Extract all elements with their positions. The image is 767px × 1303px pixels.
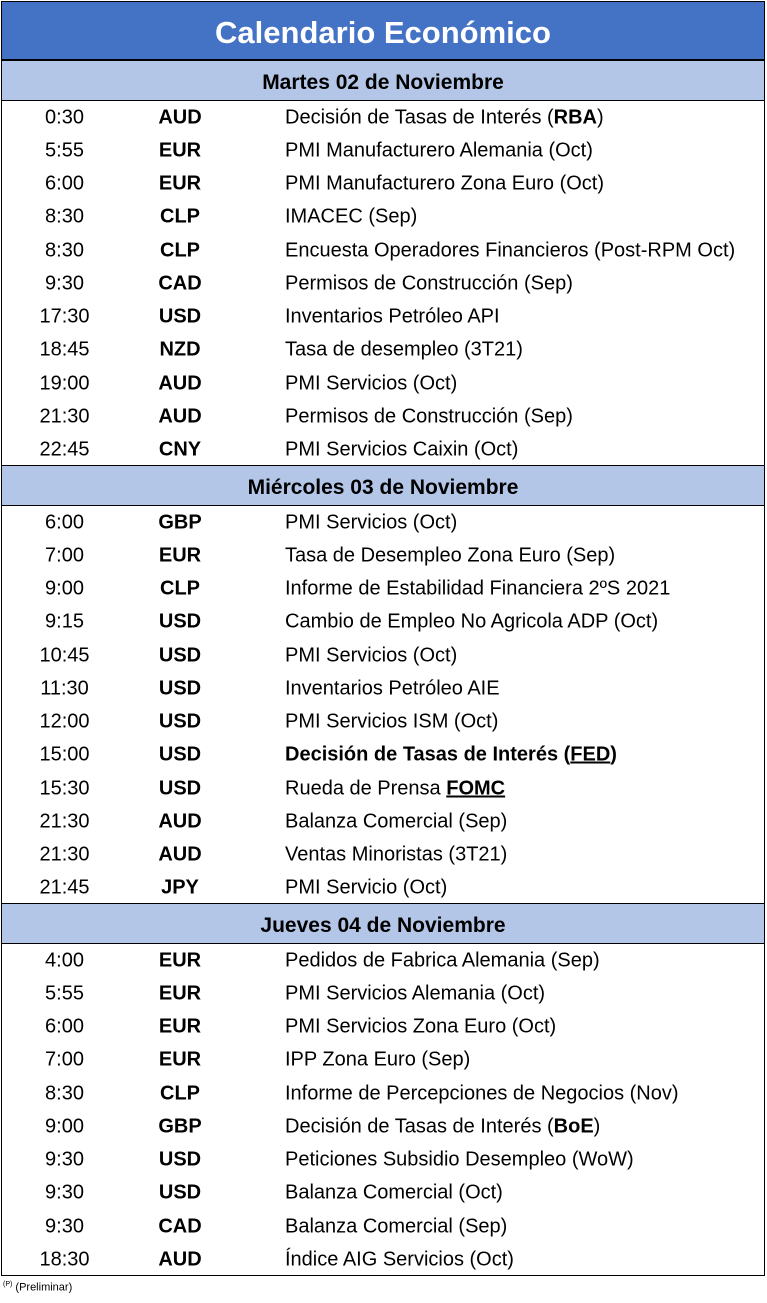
event-currency: AUD [158, 843, 202, 866]
event-text: PMI Servicios Zona Euro (Oct) [285, 1015, 557, 1038]
event-row [2, 839, 764, 872]
event-name [285, 1115, 600, 1138]
event-row [2, 334, 764, 367]
event-row [2, 944, 764, 977]
event-row [2, 1077, 764, 1110]
event-text: Permisos de Construcción (Sep) [285, 272, 573, 295]
event-time: 6:00 [45, 1015, 84, 1038]
event-text: Tasa de desempleo (3T21) [285, 338, 523, 361]
event-time: 21:30 [39, 810, 90, 833]
footnote-mark: (P) [3, 1281, 13, 1288]
event-currency: USD [158, 710, 202, 733]
event-currency: EUR [158, 139, 202, 162]
event-name [285, 644, 457, 667]
event-time: 11:30 [40, 677, 89, 700]
footnote [3, 1281, 72, 1294]
event-text: Informe de Estabilidad Financiera 2ºS 2021 [285, 577, 671, 600]
event-row [2, 101, 764, 134]
event-time: 15:30 [39, 777, 90, 800]
event-text: PMI Servicios ISM (Oct) [285, 710, 499, 733]
event-list [2, 101, 764, 465]
event-currency: USD [158, 305, 202, 328]
event-text: Rueda de Prensa [285, 777, 447, 800]
event-highlight: FOMC [446, 777, 506, 800]
event-time: 21:30 [39, 405, 90, 428]
event-currency: EUR [158, 1048, 202, 1071]
event-currency: CLP [160, 577, 200, 600]
event-currency: EUR [158, 949, 202, 972]
event-time: 0:30 [45, 106, 84, 129]
event-name [285, 544, 615, 567]
event-text: Pedidos de Fabrica Alemania (Sep) [285, 949, 600, 972]
event-row [2, 134, 764, 167]
event-name [285, 1182, 503, 1205]
event-text: Balanza Comercial (Oct) [285, 1181, 503, 1204]
event-currency: USD [158, 1181, 202, 1204]
event-currency: AUD [158, 372, 202, 395]
event-name [285, 844, 507, 867]
event-list [2, 506, 764, 903]
event-time: 8:30 [45, 1082, 84, 1105]
event-row [2, 1177, 764, 1210]
event-currency: AUD [158, 810, 202, 833]
event-name [285, 611, 658, 634]
event-time: 5:55 [45, 139, 84, 162]
event-name [285, 810, 507, 833]
event-row [2, 606, 764, 639]
event-row [2, 434, 764, 467]
event-name [285, 173, 604, 196]
event-currency: USD [158, 1148, 202, 1171]
event-text: Peticiones Subsidio Desempleo (WoW) [285, 1148, 634, 1171]
event-name [285, 239, 735, 262]
event-name [285, 982, 545, 1005]
event-text: Informe de Percepciones de Negocios (Nov) [285, 1082, 679, 1105]
event-name [285, 744, 617, 767]
event-name [285, 1016, 556, 1039]
event-row [2, 367, 764, 400]
event-row [2, 1144, 764, 1177]
day-header: Jueves 04 de Noviembre [2, 903, 764, 944]
event-text: PMI Manufacturero Alemania (Oct) [285, 139, 593, 162]
event-row [2, 672, 764, 705]
event-row [2, 234, 764, 267]
event-time: 19:00 [39, 372, 90, 395]
event-text: Inventarios Petróleo API [285, 305, 500, 328]
event-row [2, 1210, 764, 1243]
event-text: PMI Servicios Alemania (Oct) [285, 982, 546, 1005]
event-text: IMACEC (Sep) [285, 205, 418, 228]
event-time: 21:45 [39, 876, 90, 899]
event-name [285, 677, 500, 700]
event-row [2, 506, 764, 539]
event-currency: CAD [158, 272, 202, 295]
event-currency: AUD [158, 405, 202, 428]
event-name [285, 106, 604, 129]
event-text: Permisos de Construcción (Sep) [285, 405, 573, 428]
event-name [285, 578, 670, 601]
event-list [2, 944, 764, 1275]
event-currency: JPY [161, 876, 199, 899]
event-currency: CAD [158, 1215, 202, 1238]
day-header: Miércoles 03 de Noviembre [2, 465, 764, 506]
event-text: Decisión de Tasas de Interés ( [285, 106, 554, 129]
event-currency: CNY [158, 438, 202, 461]
event-time: 18:45 [39, 338, 90, 361]
event-text: PMI Servicios Caixin (Oct) [285, 438, 519, 461]
event-row [2, 977, 764, 1010]
event-text: PMI Servicios (Oct) [285, 644, 458, 667]
event-currency: AUD [158, 106, 202, 129]
event-time: 6:00 [45, 172, 84, 195]
event-row [2, 872, 764, 905]
event-name [285, 1049, 470, 1072]
event-time: 8:30 [45, 239, 84, 262]
event-currency: GBP [158, 1115, 202, 1138]
event-name [285, 439, 518, 462]
event-name [285, 877, 447, 900]
event-text: Ventas Minoristas (3T21) [285, 843, 508, 866]
event-text: PMI Servicios (Oct) [285, 372, 458, 395]
event-name [285, 405, 573, 428]
event-row [2, 1011, 764, 1044]
event-text: Encuesta Operadores Financieros (Post-RPM Oct) [285, 239, 736, 262]
event-currency: CLP [160, 1082, 200, 1105]
event-name [285, 1215, 507, 1238]
event-currency: AUD [158, 1248, 202, 1271]
event-time: 9:30 [45, 1215, 84, 1238]
event-name [285, 139, 593, 162]
event-time: 9:30 [45, 272, 84, 295]
day-header: Martes 02 de Noviembre [2, 60, 764, 101]
event-time: 9:30 [45, 1181, 84, 1204]
event-time: 7:00 [45, 544, 84, 567]
event-row [2, 301, 764, 334]
event-time: 21:30 [39, 843, 90, 866]
event-currency: CLP [160, 205, 200, 228]
event-currency: EUR [158, 544, 202, 567]
event-row [2, 772, 764, 805]
event-currency: USD [158, 644, 202, 667]
event-row [2, 1044, 764, 1077]
event-row [2, 168, 764, 201]
event-suffix: ) [597, 106, 604, 129]
event-name [285, 711, 498, 734]
event-currency: GBP [158, 511, 202, 534]
event-time: 5:55 [45, 982, 84, 1005]
event-name [285, 272, 573, 295]
event-name [285, 1082, 679, 1105]
event-name [285, 1248, 514, 1271]
event-text: Balanza Comercial (Sep) [285, 810, 508, 833]
event-row [2, 706, 764, 739]
event-row [2, 639, 764, 672]
event-row [2, 267, 764, 300]
event-highlight: BoE [553, 1115, 594, 1138]
event-currency: EUR [158, 1015, 202, 1038]
event-currency: USD [158, 610, 202, 633]
event-text: PMI Servicio (Oct) [285, 876, 448, 899]
event-time: 7:00 [45, 1048, 84, 1071]
event-currency: EUR [158, 982, 202, 1005]
event-suffix: ) [610, 743, 617, 766]
day-section [2, 903, 764, 1275]
event-row [2, 201, 764, 234]
event-name [285, 949, 600, 972]
event-time: 9:00 [45, 577, 84, 600]
footnote-text: (Preliminar) [15, 1281, 73, 1294]
event-row [2, 573, 764, 606]
event-currency: CLP [160, 239, 200, 262]
event-suffix: ) [593, 1115, 601, 1138]
event-text: PMI Manufacturero Zona Euro (Oct) [285, 172, 605, 195]
event-name [285, 1149, 634, 1172]
event-time: 9:00 [45, 1115, 84, 1138]
event-currency: USD [158, 743, 202, 766]
event-name [285, 339, 523, 362]
event-time: 9:30 [45, 1148, 84, 1171]
event-text: Balanza Comercial (Sep) [285, 1215, 508, 1238]
event-row [2, 1110, 764, 1143]
event-text: PMI Servicios (Oct) [285, 511, 458, 534]
event-highlight: FED [570, 743, 611, 766]
event-row [2, 539, 764, 572]
event-currency: USD [158, 677, 202, 700]
event-row [2, 739, 764, 772]
event-currency: USD [158, 777, 202, 800]
event-time: 9:15 [45, 610, 84, 633]
event-time: 22:45 [39, 438, 90, 461]
event-row [2, 1243, 764, 1276]
event-time: 10:45 [39, 644, 90, 667]
day-section [2, 60, 764, 465]
event-time: 17:30 [39, 305, 90, 328]
economic-calendar [1, 1, 765, 1276]
event-text: Índice AIG Servicios (Oct) [285, 1248, 514, 1271]
event-text: Decisión de Tasas de Interés ( [285, 743, 571, 766]
day-section [2, 465, 764, 903]
event-time: 15:00 [39, 743, 90, 766]
event-name [285, 511, 457, 534]
event-row [2, 400, 764, 433]
event-row [2, 805, 764, 838]
event-currency: NZD [159, 338, 201, 361]
event-name [285, 306, 500, 329]
event-name [285, 372, 457, 395]
event-time: 4:00 [45, 949, 84, 972]
event-text: Decisión de Tasas de Interés ( [285, 1115, 554, 1138]
event-time: 8:30 [45, 205, 84, 228]
event-text: IPP Zona Euro (Sep) [285, 1048, 471, 1071]
event-highlight: RBA [553, 106, 598, 129]
event-text: Inventarios Petróleo AIE [285, 677, 500, 700]
event-text: Tasa de Desempleo Zona Euro (Sep) [285, 544, 616, 567]
event-name [285, 206, 417, 229]
event-name [285, 777, 505, 800]
event-currency: EUR [158, 172, 202, 195]
event-time: 18:30 [39, 1248, 90, 1271]
event-time: 12:00 [39, 710, 90, 733]
event-text: Cambio de Empleo No Agricola ADP (Oct) [285, 610, 659, 633]
event-time: 6:00 [45, 511, 84, 534]
calendar-title: Calendario Económico [2, 2, 764, 60]
